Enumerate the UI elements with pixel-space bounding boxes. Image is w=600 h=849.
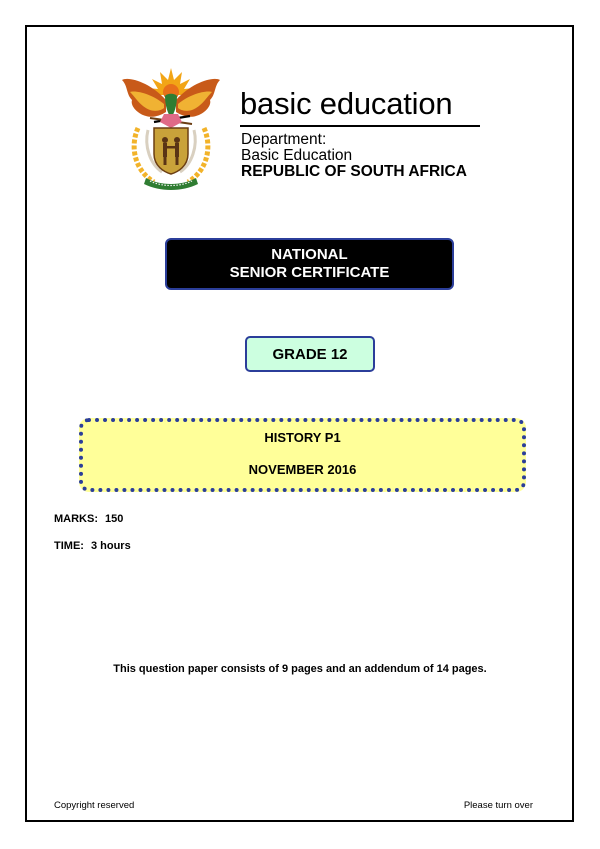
certificate-line-2: SENIOR CERTIFICATE (229, 264, 390, 281)
exam-session: NOVEMBER 2016 (248, 462, 357, 477)
subject-panel (79, 418, 526, 492)
coat-of-arms-emblem (120, 66, 222, 192)
country-name: REPUBLIC OF SOUTH AFRICA (241, 163, 467, 180)
certificate-banner (165, 238, 454, 290)
copyright-footer: Copyright reserved (54, 800, 135, 811)
marks-line (54, 513, 123, 525)
time-line (54, 540, 131, 552)
time-value: 3 hours (90, 540, 131, 552)
brand-divider (240, 125, 480, 127)
grade-badge: GRADE 12 (245, 336, 375, 372)
marks-label: MARKS: (54, 513, 98, 525)
turn-over-footer: Please turn over (463, 800, 533, 811)
page-count-note: This question paper consists of 9 pages and an addendum of 14 pages. (113, 663, 487, 675)
time-label: TIME: (54, 540, 84, 552)
department-name: Basic Education (241, 147, 353, 164)
department-label: Department: (241, 131, 327, 148)
brand-title: basic education (240, 86, 453, 121)
certificate-line-1: NATIONAL (271, 246, 348, 263)
subject-title: HISTORY P1 (264, 430, 341, 445)
marks-value: 150 (105, 513, 124, 525)
